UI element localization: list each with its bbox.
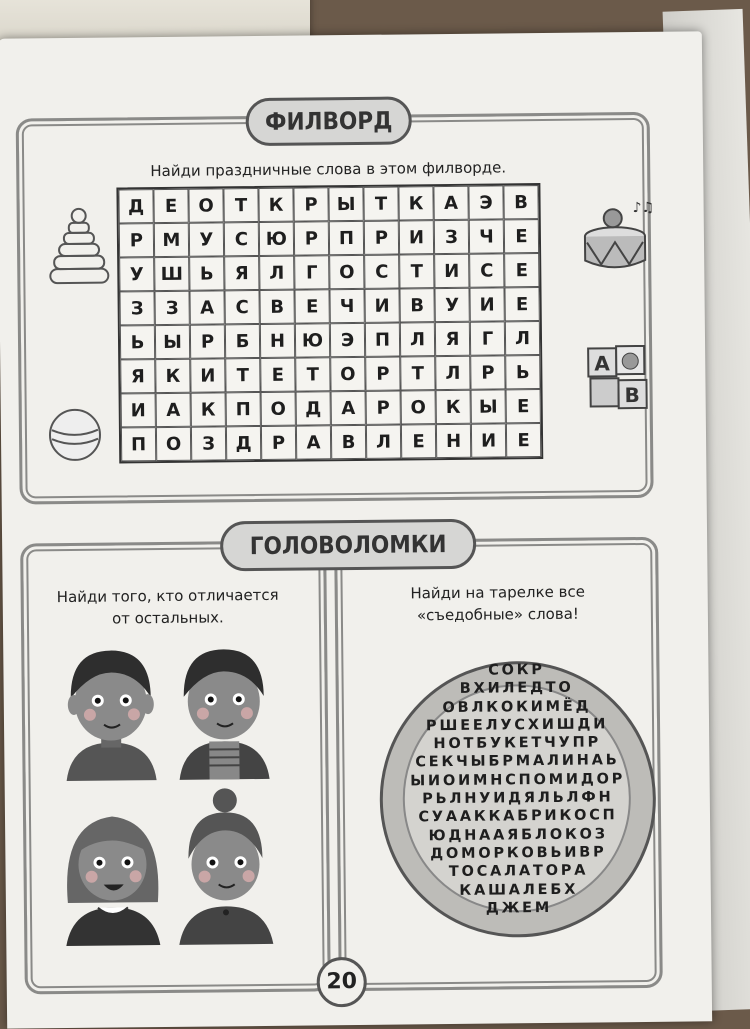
grid-cell: О	[329, 255, 364, 289]
plate-line: РШЕЕЛУСХИШДИ	[425, 716, 609, 735]
plate-caption-line2: «съедобные» слова!	[416, 604, 579, 625]
grid-cell: Н	[260, 324, 295, 358]
plate-line: НОТБУКЕТЧУПР	[433, 734, 602, 753]
girl-face-1	[57, 802, 169, 948]
grid-cell: Я	[435, 322, 470, 356]
grid-cell: П	[121, 427, 156, 461]
grid-cell: С	[364, 255, 399, 289]
grid-cell: У	[189, 222, 224, 256]
grid-cell: Е	[504, 287, 539, 321]
grid-cell: Н	[436, 424, 471, 458]
grid-cell: Ь	[120, 325, 155, 359]
book-page	[0, 31, 712, 1028]
wordsearch-caption: Найди праздничные слова в этом филворде.	[150, 158, 507, 181]
grid-cell: Е	[153, 189, 188, 223]
grid-cell: Р	[119, 223, 154, 257]
plate-line: КАШАЛЕБХ	[459, 881, 579, 899]
grid-cell: Р	[294, 221, 329, 255]
plate-line: РЬЛНУИДЯЛЬЛФН	[422, 789, 614, 808]
grid-cell: И	[469, 287, 504, 321]
grid-cell: Р	[190, 324, 225, 358]
grid-cell: А	[331, 391, 366, 425]
grid-cell: Ы	[328, 187, 363, 221]
grid-cell: Я	[120, 359, 155, 393]
grid-cell: Л	[259, 256, 294, 290]
grid-cell: Т	[363, 187, 398, 221]
grid-cell: Р	[293, 187, 328, 221]
grid-cell: П	[365, 323, 400, 357]
girl-face-2	[170, 786, 282, 947]
plate-line: ВХИЛЕДТО	[459, 680, 574, 698]
plate-line: СЕКЧЫБРМАЛИНАЬ	[415, 752, 620, 771]
grid-cell: Д	[296, 391, 331, 425]
boy-face-2	[168, 641, 279, 782]
grid-cell: З	[191, 426, 226, 460]
plate-letters	[378, 660, 657, 939]
plate-line: ТОСАЛАТОРА	[448, 862, 589, 881]
grid-cell: А	[296, 425, 331, 459]
plate-line: ЫИОИМНСПОМИДОР	[410, 770, 626, 790]
grid-cell: З	[119, 291, 154, 325]
grid-cell: Е	[260, 358, 295, 392]
grid-cell: О	[401, 390, 436, 424]
grid-cell: З	[154, 291, 189, 325]
grid-cell: И	[434, 254, 469, 288]
grid-cell: К	[191, 392, 226, 426]
grid-cell: О	[261, 392, 296, 426]
grid-cell: Т	[400, 356, 435, 390]
plate-line: ДЖЕМ	[485, 899, 553, 917]
grid-cell: Р	[366, 391, 401, 425]
grid-cell: Р	[365, 357, 400, 391]
grid-cell: Ю	[295, 323, 330, 357]
wordsearch-grid	[116, 183, 543, 463]
grid-cell: Л	[366, 425, 401, 459]
grid-cell: З	[434, 220, 469, 254]
grid-cell: Ч	[329, 289, 364, 323]
block-letter-b: В	[624, 383, 640, 408]
grid-cell: Э	[468, 185, 503, 219]
grid-cell: Л	[435, 356, 470, 390]
grid-cell: Ч	[469, 219, 504, 253]
odd-one-caption-line2: от остальных.	[111, 608, 224, 628]
grid-cell: Б	[225, 324, 260, 358]
odd-one-caption-line1: Найди того, кто отличается	[56, 585, 279, 607]
grid-cell: С	[224, 290, 259, 324]
grid-cell: И	[364, 289, 399, 323]
plate-caption	[363, 580, 633, 627]
grid-cell: Ь	[505, 355, 540, 389]
svg-text:♪♫: ♪♫	[632, 199, 655, 217]
blocks-toy-icon	[582, 342, 653, 423]
grid-cell: У	[434, 288, 469, 322]
grid-cell: Е	[506, 423, 541, 457]
plate-line: ДОМОРКОВЬИВР	[430, 844, 607, 863]
grid-cell: Г	[470, 321, 505, 355]
boy-face-1	[55, 642, 166, 783]
grid-cell: Т	[225, 358, 260, 392]
grid-cell: Р	[470, 355, 505, 389]
grid-cell: А	[156, 393, 191, 427]
grid-cell: И	[190, 358, 225, 392]
grid-cell: К	[398, 186, 433, 220]
grid-cell: Я	[224, 256, 259, 290]
grid-cell: Е	[504, 219, 539, 253]
grid-cell: В	[399, 288, 434, 322]
grid-cell: С	[469, 253, 504, 287]
plate-caption-line1: Найди на тарелке все	[410, 582, 586, 603]
plate-line: СУААККАБРИКОСП	[418, 807, 618, 826]
grid-cell: О	[188, 188, 223, 222]
grid-cell: А	[189, 290, 224, 324]
grid-cell: Т	[295, 357, 330, 391]
grid-cell: В	[259, 290, 294, 324]
section-title-golovolomki: ГОЛОВОЛОМКИ	[220, 519, 477, 572]
pyramid-toy-icon	[44, 206, 115, 297]
grid-cell: М	[154, 223, 189, 257]
grid-cell: К	[258, 188, 293, 222]
grid-cell: Ю	[259, 222, 294, 256]
block-letter-a: А	[594, 351, 610, 376]
plate-line: ЮДНААЯБЛОКОЗ	[428, 826, 608, 844]
grid-cell: И	[471, 423, 506, 457]
section-title-filvord: ФИЛВОРД	[245, 96, 411, 146]
grid-cell: П	[226, 392, 261, 426]
grid-cell: С	[224, 222, 259, 256]
grid-cell: Е	[504, 253, 539, 287]
grid-cell: Д	[118, 189, 153, 223]
grid-cell: Д	[226, 426, 261, 460]
plate-line: ОВЛКОКИМЁД	[442, 698, 592, 716]
grid-cell: Т	[223, 188, 258, 222]
grid-cell: П	[329, 221, 364, 255]
grid-cell: Ы	[471, 389, 506, 423]
grid-cell: У	[119, 257, 154, 291]
grid-cell: Ы	[155, 325, 190, 359]
drum-toy-icon	[577, 194, 658, 275]
grid-cell: Е	[294, 289, 329, 323]
grid-cell: К	[436, 390, 471, 424]
plate-line: СОКР	[488, 662, 545, 679]
grid-cell: Л	[505, 321, 540, 355]
grid-cell: Е	[506, 389, 541, 423]
ball-toy-icon	[46, 406, 105, 465]
grid-cell: Э	[330, 323, 365, 357]
grid-cell: Е	[401, 424, 436, 458]
grid-cell: Р	[364, 221, 399, 255]
grid-cell: К	[155, 359, 190, 393]
grid-cell: В	[331, 425, 366, 459]
grid-cell: В	[503, 185, 538, 219]
grid-cell: А	[433, 186, 468, 220]
grid-cell: Ь	[189, 256, 224, 290]
grid-cell: О	[330, 357, 365, 391]
grid-cell: Ш	[154, 257, 189, 291]
grid-cell: О	[156, 427, 191, 461]
grid-cell: И	[121, 393, 156, 427]
grid-cell: Л	[400, 322, 435, 356]
odd-one-caption	[33, 584, 303, 631]
page-number: 20	[316, 957, 367, 1008]
grid-cell: Г	[294, 255, 329, 289]
grid-cell: И	[399, 220, 434, 254]
grid-cell: Р	[261, 426, 296, 460]
grid-cell: Т	[399, 254, 434, 288]
